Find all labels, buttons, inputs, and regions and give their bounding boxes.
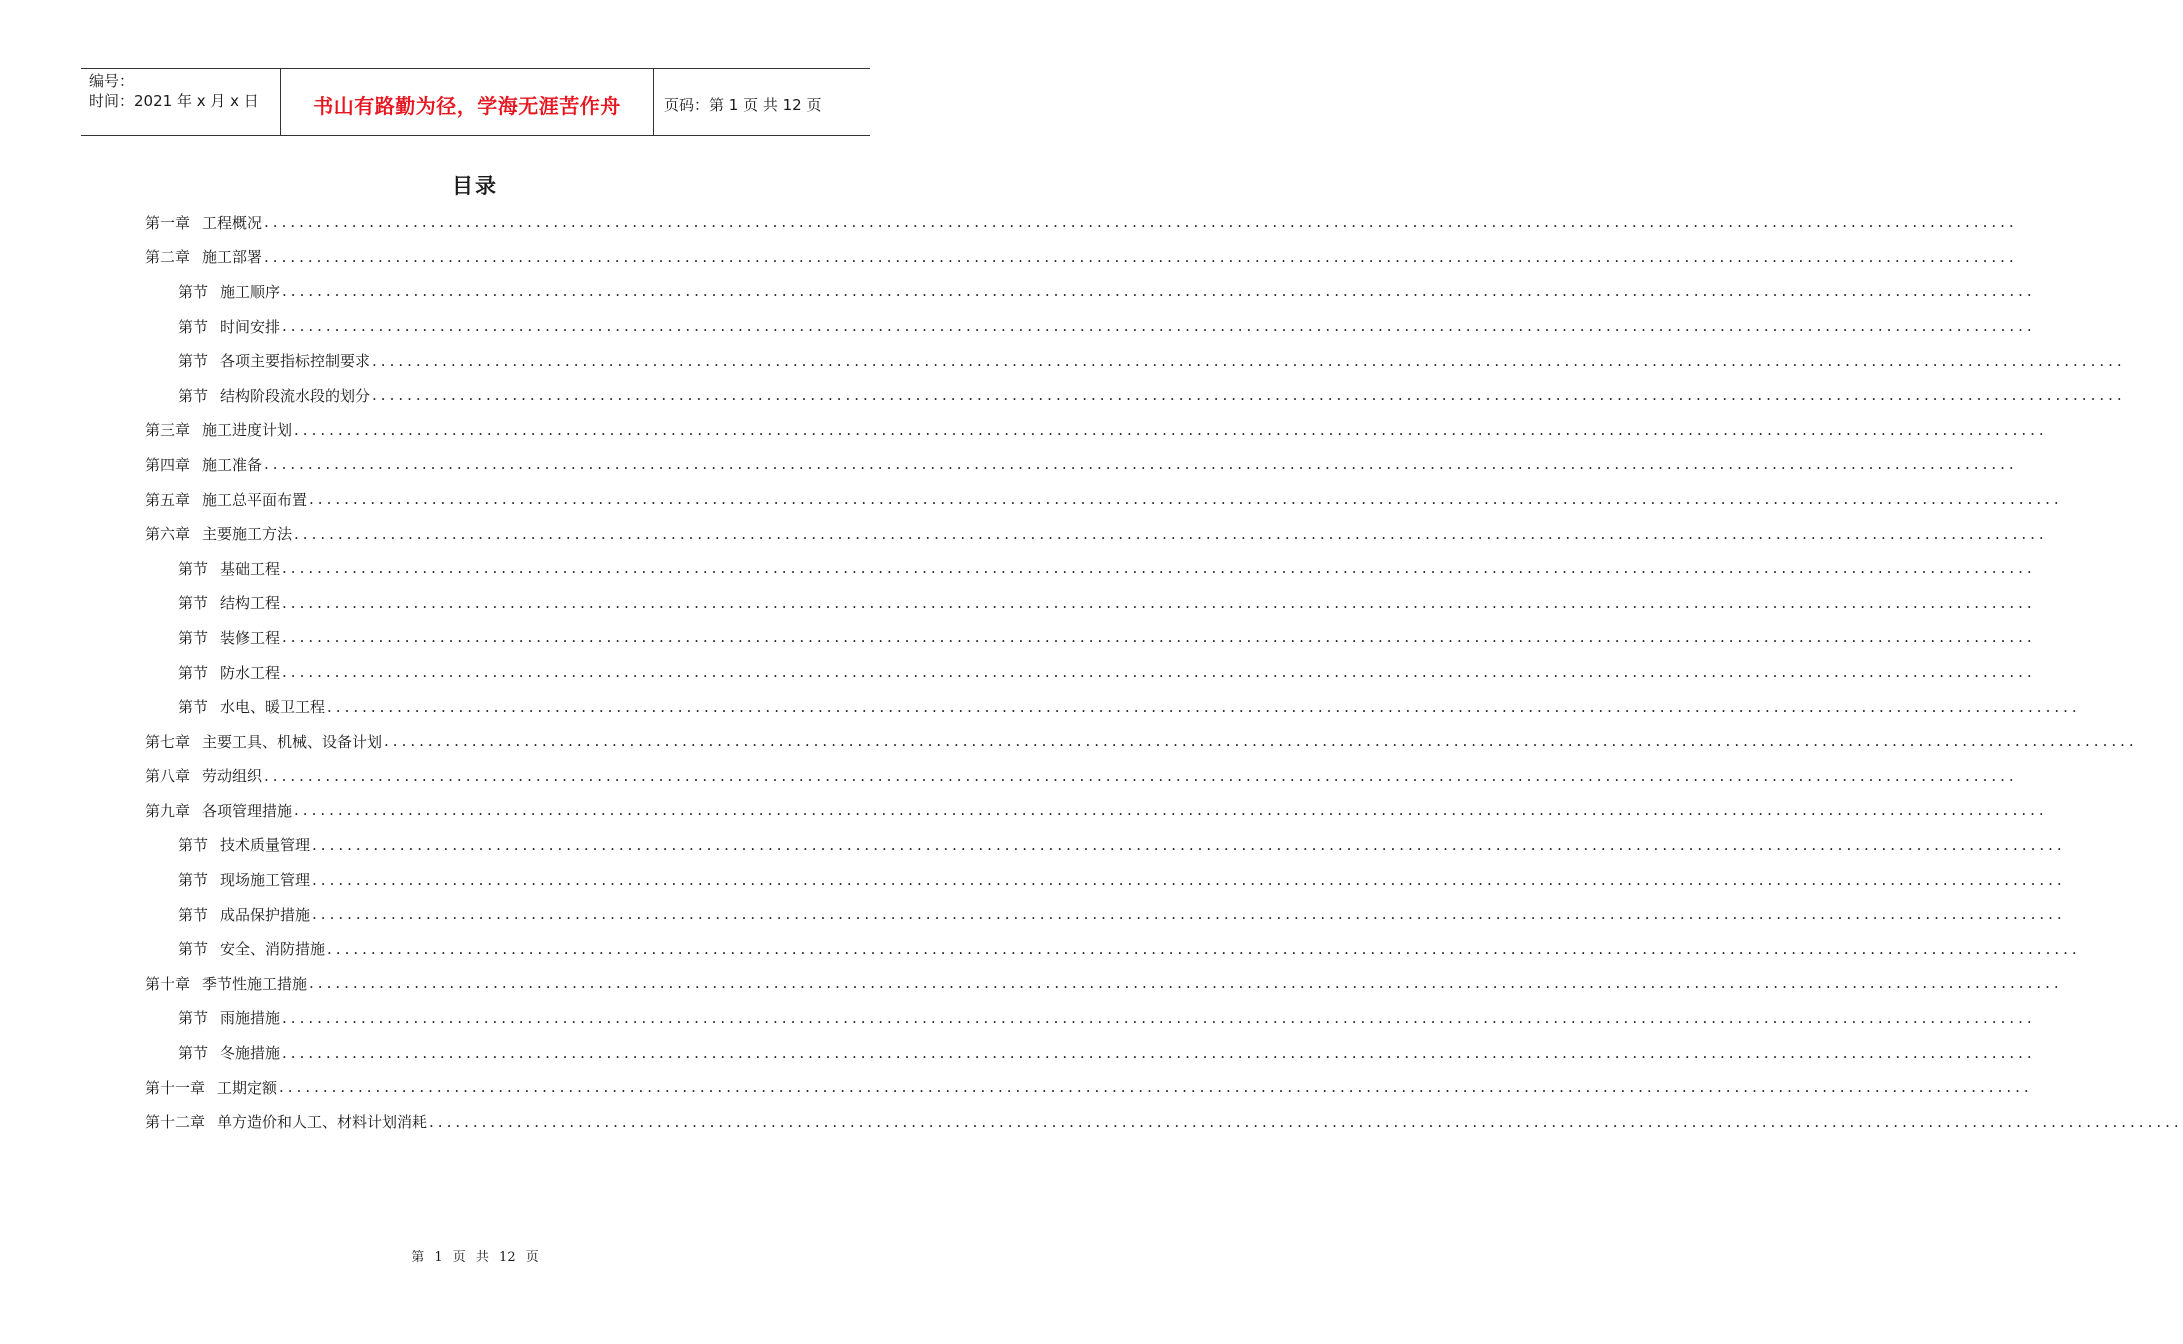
toc-dot-leader: ........................................................................................................................................................................................................ xyxy=(294,524,2048,543)
toc-entry-title: 安全、消防措施 xyxy=(220,940,326,959)
header-meta xyxy=(81,69,281,135)
toc-dot-leader: ........................................................................................................................................................................................................ xyxy=(264,213,2018,232)
toc-dot-leader: ........................................................................................................................................................................................................ xyxy=(282,1043,2036,1062)
toc-dot-leader: ........................................................................................................................................................................................................ xyxy=(312,835,2066,854)
document-number-label: 编号： xyxy=(89,72,135,90)
toc-chapter-entry[interactable] xyxy=(145,759,2018,794)
toc-entry-title: 成品保护措施 xyxy=(220,905,311,924)
toc-entry-prefix: 第节 xyxy=(178,836,209,855)
toc-entry-prefix: 第六章 xyxy=(145,525,191,544)
toc-entry-prefix: 第一章 xyxy=(145,213,191,232)
toc-entry-title: 施工准备 xyxy=(202,455,263,474)
toc-chapter-entry[interactable] xyxy=(145,1104,2183,1139)
toc-section-entry[interactable] xyxy=(145,586,2036,621)
toc-dot-leader: ........................................................................................................................................................................................................ xyxy=(384,732,2138,751)
toc-dot-leader: ........................................................................................................................................................................................................ xyxy=(327,697,2081,716)
toc-section-entry[interactable] xyxy=(145,309,2036,344)
toc-entry-title: 水电、暖卫工程 xyxy=(220,698,326,717)
toc-section-entry[interactable] xyxy=(145,862,2066,897)
toc-entry-title: 技术质量管理 xyxy=(220,836,311,855)
toc-dot-leader: ........................................................................................................................................................................................................ xyxy=(279,1078,2033,1097)
toc-dot-leader: ........................................................................................................................................................................................................ xyxy=(372,351,2126,370)
toc-dot-leader: ........................................................................................................................................................................................................ xyxy=(282,559,2036,578)
toc-entry-prefix: 第节 xyxy=(178,628,209,647)
toc-dot-leader: ........................................................................................................................................................................................................ xyxy=(282,282,2036,301)
toc-dot-leader: ........................................................................................................................................................................................................ xyxy=(327,939,2081,958)
toc-chapter-entry[interactable] xyxy=(145,1070,2033,1105)
toc-section-entry[interactable] xyxy=(145,620,2036,655)
toc-dot-leader: ........................................................................................................................................................................................................ xyxy=(282,317,2036,336)
toc-entry-title: 装修工程 xyxy=(220,628,281,647)
toc-entry-prefix: 第节 xyxy=(178,317,209,336)
toc-dot-leader: ........................................................................................................................................................................................................ xyxy=(282,1008,2036,1027)
toc-section-entry[interactable] xyxy=(145,1001,2036,1036)
toc-section-entry[interactable] xyxy=(145,931,2081,966)
toc-entry-prefix: 第八章 xyxy=(145,767,191,786)
toc-entry-prefix: 第节 xyxy=(178,698,209,717)
toc-entry-title: 结构工程 xyxy=(220,594,281,613)
toc-entry-prefix: 第七章 xyxy=(145,732,191,751)
toc-dot-leader: ........................................................................................................................................................................................................ xyxy=(372,386,2126,405)
toc-entry-title: 施工总平面布置 xyxy=(202,490,308,509)
toc-entry-prefix: 第十一章 xyxy=(145,1078,206,1097)
toc-dot-leader: ........................................................................................................................................................................................................ xyxy=(282,628,2036,647)
toc-chapter-entry[interactable] xyxy=(145,447,2018,482)
toc-section-entry[interactable] xyxy=(145,897,2066,932)
toc-entry-prefix: 第节 xyxy=(178,940,209,959)
toc-chapter-entry[interactable] xyxy=(145,205,2018,240)
toc-entry-title: 施工顺序 xyxy=(220,282,281,301)
toc-entry-prefix: 第节 xyxy=(178,594,209,613)
toc-entry-prefix: 第节 xyxy=(178,282,209,301)
toc-entry-prefix: 第二章 xyxy=(145,248,191,267)
toc-dot-leader: ........................................................................................................................................................................................................ xyxy=(282,593,2036,612)
toc-chapter-entry[interactable] xyxy=(145,966,2063,1001)
toc-entry-title: 防水工程 xyxy=(220,663,281,682)
toc-entry-title: 季节性施工措施 xyxy=(202,974,308,993)
toc-section-entry[interactable] xyxy=(145,689,2081,724)
toc-entry-prefix: 第三章 xyxy=(145,421,191,440)
toc-dot-leader: ........................................................................................................................................................................................................ xyxy=(294,420,2048,439)
toc-entry-title: 主要工具、机械、设备计划 xyxy=(202,732,383,751)
toc-entry-title: 现场施工管理 xyxy=(220,871,311,890)
toc-entry-prefix: 第节 xyxy=(178,871,209,890)
toc-entry-title: 工期定额 xyxy=(217,1078,278,1097)
toc-entry-title: 工程概况 xyxy=(202,213,263,232)
toc-entry-prefix: 第节 xyxy=(178,386,209,405)
toc-entry-title: 各项主要指标控制要求 xyxy=(220,352,371,371)
toc-entry-title: 时间安排 xyxy=(220,317,281,336)
toc-section-entry[interactable] xyxy=(145,343,2126,378)
toc-section-entry[interactable] xyxy=(145,1035,2036,1070)
toc-entry-title: 基础工程 xyxy=(220,559,281,578)
toc-entry-prefix: 第节 xyxy=(178,559,209,578)
toc-dot-leader: ........................................................................................................................................................................................................ xyxy=(294,801,2048,820)
toc-section-entry[interactable] xyxy=(145,274,2036,309)
toc-dot-leader: ........................................................................................................................................................................................................ xyxy=(309,974,2063,993)
toc-entry-prefix: 第节 xyxy=(178,663,209,682)
toc-entry-prefix: 第节 xyxy=(178,905,209,924)
toc-entry-prefix: 第节 xyxy=(178,1044,209,1063)
toc-title: 目录 xyxy=(452,174,498,198)
toc-entry-title: 施工部署 xyxy=(202,248,263,267)
toc-entry-title: 冬施措施 xyxy=(220,1044,281,1063)
toc-entry-prefix: 第十二章 xyxy=(145,1113,206,1132)
toc-chapter-entry[interactable] xyxy=(145,724,2138,759)
toc-chapter-entry[interactable] xyxy=(145,516,2048,551)
toc-entry-prefix: 第四章 xyxy=(145,455,191,474)
toc-entry-title: 主要施工方法 xyxy=(202,525,293,544)
toc-entry-title: 劳动组织 xyxy=(202,767,263,786)
toc-entry-prefix: 第九章 xyxy=(145,801,191,820)
document-time-label: 时间：2021 年 x 月 x 日 xyxy=(89,92,259,110)
toc-dot-leader: ........................................................................................................................................................................................................ xyxy=(309,490,2063,509)
toc-entry-title: 各项管理措施 xyxy=(202,801,293,820)
toc-entry-prefix: 第五章 xyxy=(145,490,191,509)
toc-entry-prefix: 第节 xyxy=(178,1009,209,1028)
header-motto: 书山有路勤为径，学海无涯苦作舟 xyxy=(281,69,654,135)
toc-entry-title: 施工进度计划 xyxy=(202,421,293,440)
toc-dot-leader: ........................................................................................................................................................................................................ xyxy=(264,766,2018,785)
table-of-contents xyxy=(145,205,2183,1139)
toc-section-entry[interactable] xyxy=(145,828,2066,863)
toc-section-entry[interactable] xyxy=(145,551,2036,586)
toc-entry-title: 结构阶段流水段的划分 xyxy=(220,386,371,405)
toc-chapter-entry[interactable] xyxy=(145,482,2063,517)
toc-dot-leader: ........................................................................................................................................................................................................ xyxy=(312,870,2066,889)
toc-dot-leader: ........................................................................................................................................................................................................ xyxy=(429,1112,2183,1131)
toc-entry-prefix: 第十章 xyxy=(145,974,191,993)
toc-dot-leader: ........................................................................................................................................................................................................ xyxy=(264,455,2018,474)
toc-dot-leader: ........................................................................................................................................................................................................ xyxy=(282,663,2036,682)
toc-entry-title: 雨施措施 xyxy=(220,1009,281,1028)
toc-chapter-entry[interactable] xyxy=(145,793,2048,828)
toc-chapter-entry[interactable] xyxy=(145,240,2018,275)
toc-dot-leader: ........................................................................................................................................................................................................ xyxy=(264,247,2018,266)
page-header xyxy=(81,68,870,136)
toc-entry-title: 单方造价和人工、材料计划消耗 xyxy=(217,1113,428,1132)
toc-entry-prefix: 第节 xyxy=(178,352,209,371)
page-footer: 第 1 页 共 12 页 xyxy=(411,1250,539,1265)
header-page-info: 页码：第 1 页 共 12 页 xyxy=(664,95,822,114)
toc-chapter-entry[interactable] xyxy=(145,413,2048,448)
toc-dot-leader: ........................................................................................................................................................................................................ xyxy=(312,905,2066,924)
toc-section-entry[interactable] xyxy=(145,655,2036,690)
toc-section-entry[interactable] xyxy=(145,378,2126,413)
